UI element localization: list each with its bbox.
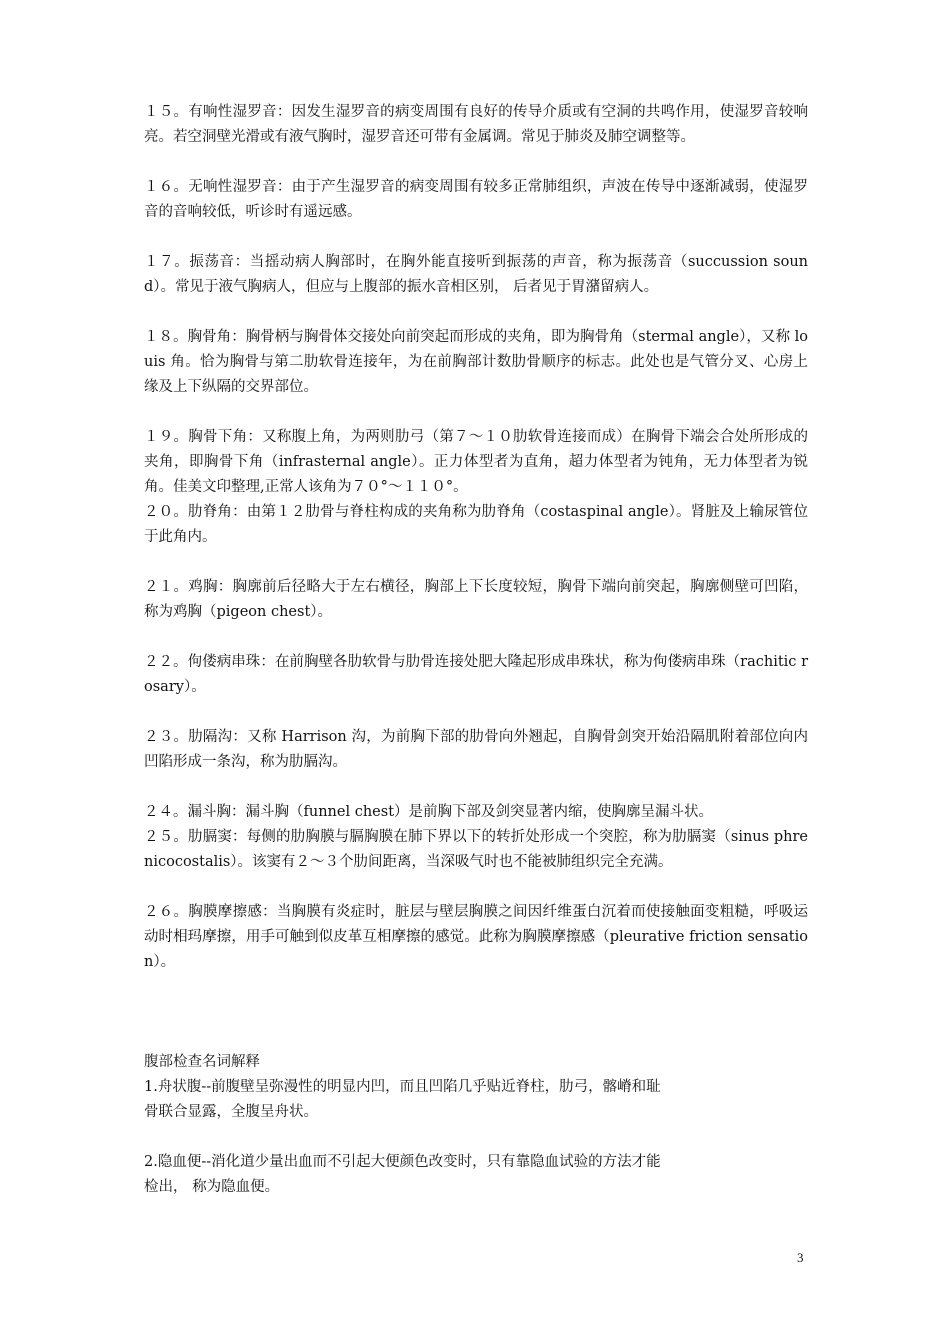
paragraph-23: ２３。肋隔沟：又称 Harrison 沟，为前胸下部的肋骨向外翘起，自胸骨剑突开始沿隔肌附着部位向内凹陷形成一条沟，称为肋膈沟。: [144, 729, 808, 770]
abdomen-item-2-line-2: 检出， 称为隐血便。: [144, 1179, 280, 1195]
paragraph-21: ２１。鸡胸：胸廓前后径略大于左右横径，胸部上下长度较短，胸骨下端向前突起，胸廓侧壁可凹陷，称为鸡胸（pigeon chest）。: [144, 579, 808, 620]
abdomen-item-2-line-1: 2.隐血便--消化道少量出血而不引起大便颜色改变时，只有靠隐血试验的方法才能: [144, 1154, 661, 1170]
paragraph-18: １８。胸骨角：胸骨柄与胸骨体交接处向前突起而形成的夹角，即为胸骨角（stermal angle），又称 louis 角。恰为胸骨与第二肋软骨连接年，为在前胸部计数肋骨顺序的标志。此处也是气管分叉、心房上缘及上下纵隔的交界部位。: [144, 329, 808, 395]
abdomen-section: [144, 1050, 808, 1200]
page-number: 3: [797, 1250, 804, 1265]
paragraph-16: １６。无响性湿罗音：由于产生湿罗音的病变周围有较多正常肺组织，声波在传导中逐渐减弱，使湿罗音的音响较低，听诊时有遥远感。: [144, 179, 808, 220]
paragraph-22: ２２。佝偻病串珠：在前胸壁各肋软骨与肋骨连接处肥大隆起形成串珠状，称为佝偻病串珠（rachitic rosary）。: [144, 654, 808, 695]
paragraph-24: ２４。漏斗胸：漏斗胸（funnel chest）是前胸下部及剑突显著内缩，使胸廓呈漏斗状。: [144, 804, 714, 820]
paragraph-15: １５。有响性湿罗音：因发生湿罗音的病变周围有良好的传导介质或有空洞的共鸣作用，使湿罗音较响亮。若空洞壁光滑或有液气胸时，湿罗音还可带有金属调。常见于肺炎及肺空调整等。: [144, 104, 808, 145]
abdomen-item-1-line-1: 1.舟状腹--前腹壁呈弥漫性的明显内凹，而且凹陷几乎贴近脊柱，肋弓，髂嵴和耻: [144, 1079, 661, 1095]
section-title: 腹部检查名词解释: [144, 1054, 260, 1070]
paragraph-20: ２０。肋脊角：由第１２肋骨与脊柱构成的夹角称为肋脊角（costaspinal angle）。肾脏及上输尿管位于此角内。: [144, 504, 808, 545]
paragraph-26: ２６。胸膜摩擦感：当胸膜有炎症时，脏层与壁层胸膜之间因纤维蛋白沉着而使接触面变粗糙，呼吸运动时相玛摩擦，用手可触到似皮革互相摩擦的感觉。此称为胸膜摩擦感（pleurative friction sensation）。: [144, 904, 808, 970]
paragraph-19: １９。胸骨下角：又称腹上角，为两则肋弓（第７～１０肋软骨连接而成）在胸骨下端会合处所形成的夹角，即胸骨下角（infrasternal angle）。正力体型者为直角，超力体型者为钝角，无力体型者为锐角。佳美文印整理,正常人该角为７０°～１１０°。: [144, 429, 808, 495]
paragraph-25: ２５。肋膈窦：每侧的肋胸膜与膈胸膜在肺下界以下的转折处形成一个突腔，称为肋膈窦（sinus phrenicocostalis）。该窦有２～３个肋间距离，当深吸气时也不能被肺组织完全充满。: [144, 829, 808, 870]
document-body: [144, 100, 808, 1200]
paragraph-17: １７。振荡音：当摇动病人胸部时，在胸外能直接听到振荡的声音，称为振荡音（succussion sound）。常见于液气胸病人，但应与上腹部的振水音相区别， 后者见于胃潴留病人。: [144, 254, 808, 295]
abdomen-item-1-line-2: 骨联合显露，全腹呈舟状。: [144, 1104, 318, 1120]
